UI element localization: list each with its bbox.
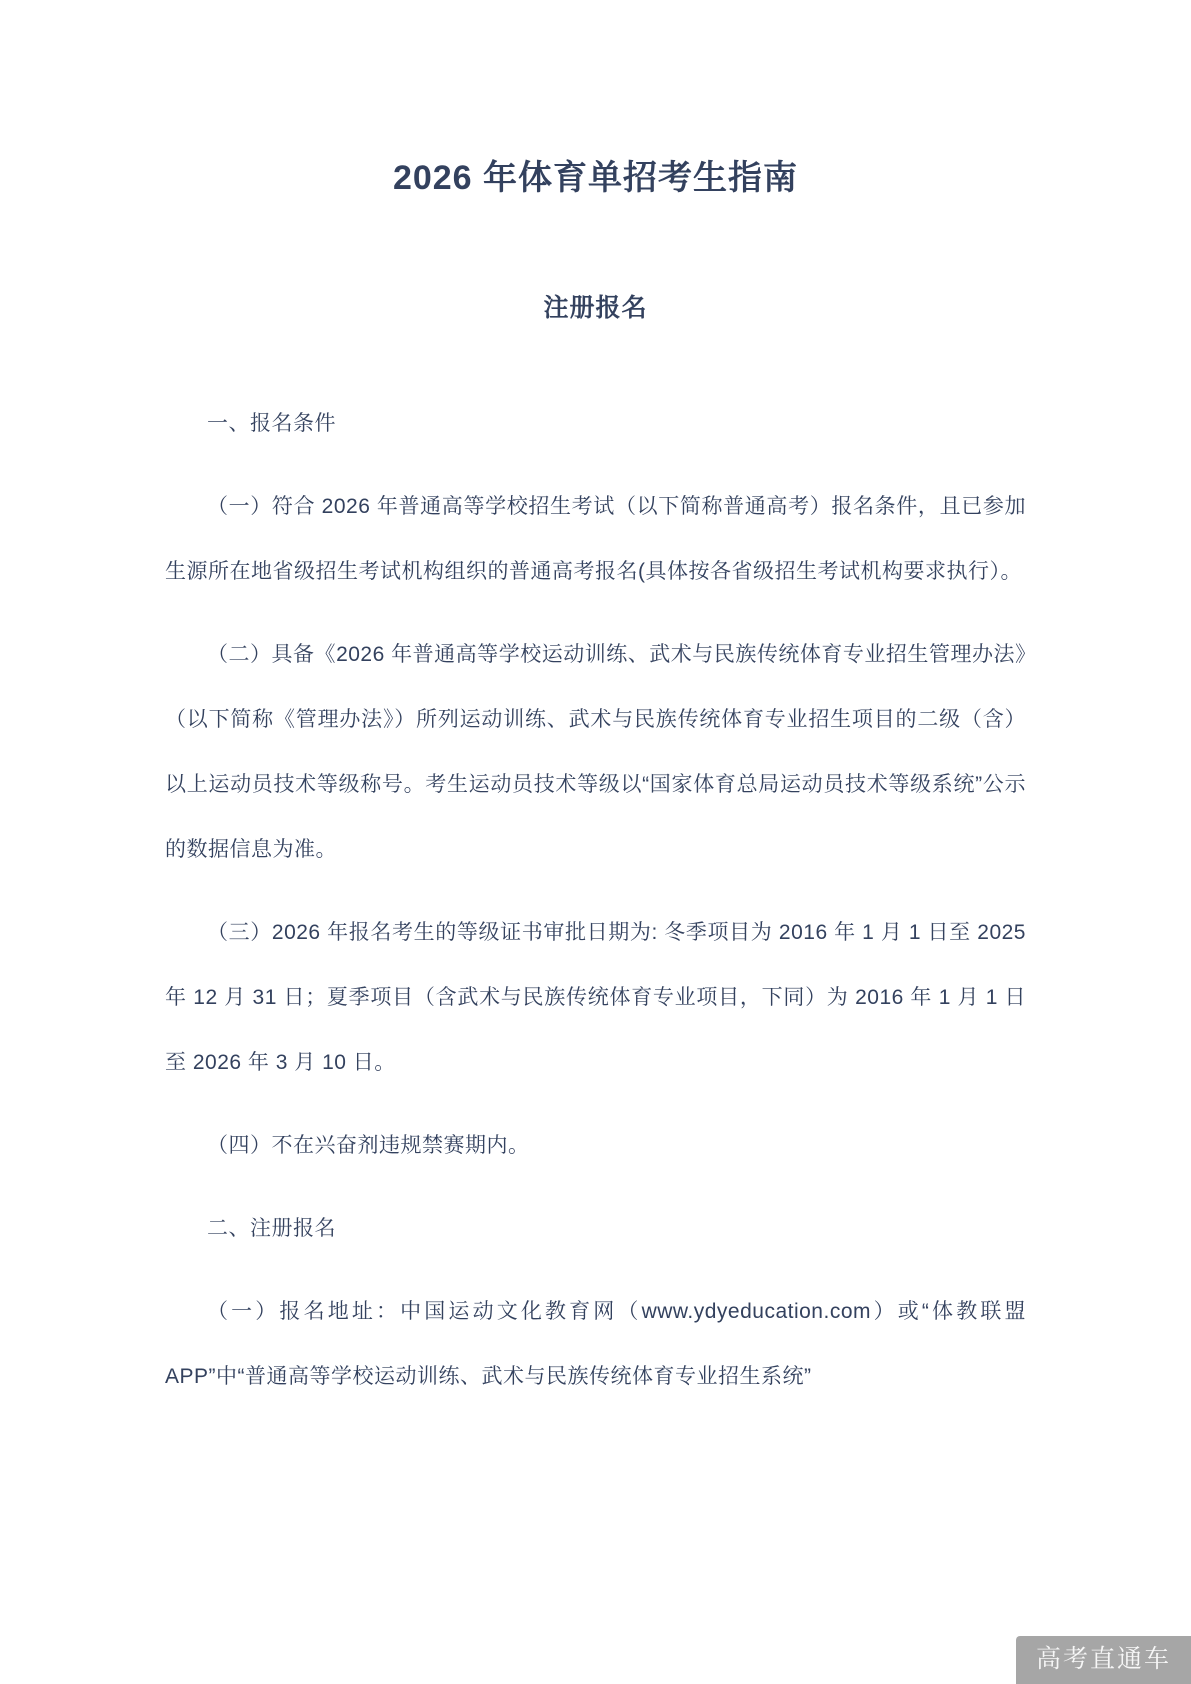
- document-title: 2026 年体育单招考生指南: [392, 159, 799, 197]
- section-title: 注册报名: [543, 293, 648, 322]
- watermark-badge: [1016, 1636, 1191, 1684]
- paragraph-signup-address: （一）报名地址：中国运动文化教育网（www.ydyeducation.com）或“体教联盟 APP”中“普通高等学校运动训练、武术与民族传统体育专业招生系统”: [165, 1299, 1026, 1388]
- heading-registration-conditions: 一、报名条件: [207, 411, 336, 435]
- paragraph-condition-1: （一）符合 2026 年普通高等学校招生考试（以下简称普通高考）报名条件，且已参加生源所在地省级招生考试机构组织的普通高考报名(具体按各省级招生考试机构要求执行）。: [165, 494, 1026, 583]
- watermark-text: 高考直通车: [1035, 1645, 1171, 1673]
- document-body: [165, 391, 1026, 1409]
- paragraph-condition-2: （二）具备《2026 年普通高等学校运动训练、武术与民族传统体育专业招生管理办法》（以下简称《管理办法》）所列运动训练、武术与民族传统体育专业招生项目的二级（含）以上运动员技术等级称号。考生运动员技术等级以“国家体育总局运动员技术等级系统”公示的数据信息为准。: [165, 642, 1026, 861]
- heading-registration-signup: 二、注册报名: [207, 1216, 336, 1240]
- paragraph-condition-3: （三）2026 年报名考生的等级证书审批日期为: 冬季项目为 2016 年 1 月 1 日至 2025 年 12 月 31 日；夏季项目（含武术与民族传统体育专业项目，下同）为 2016 年 1 月 1 日至 2026 年 3 月 10 日。: [165, 920, 1026, 1074]
- paragraph-condition-4: （四）不在兴奋剂违规禁赛期内。: [207, 1133, 530, 1157]
